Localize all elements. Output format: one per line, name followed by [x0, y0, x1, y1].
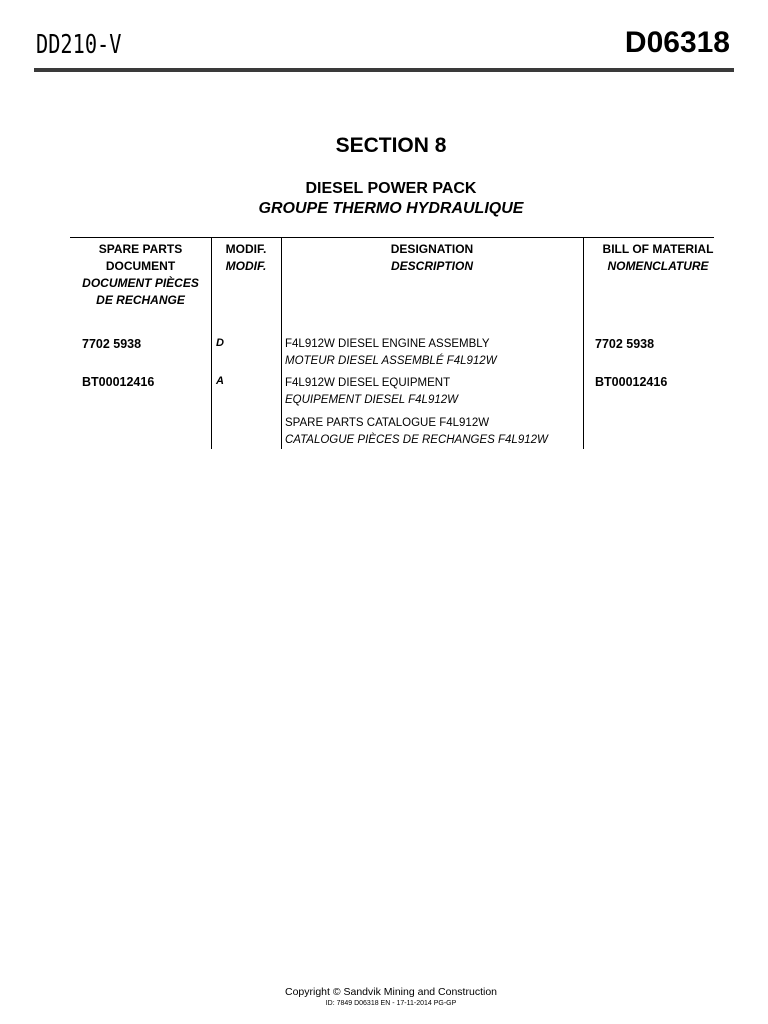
row-2-document: BT00012416 [82, 375, 155, 389]
row-1-modif: D [216, 337, 224, 349]
header-spare-parts: SPARE PARTS DOCUMENT DOCUMENT PIÈCES DE RECHANGE [82, 242, 199, 307]
section-title: SECTION 8 [335, 134, 447, 157]
header-rule [34, 68, 734, 72]
row-2-modif: A [216, 375, 224, 387]
row-2-bill-of-material: BT00012416 [595, 375, 668, 389]
row-1-document: 7702 5938 [82, 337, 142, 351]
row-2-designation: F4L912W DIESEL EQUIPMENT EQUIPEMENT DIESEL F4L912W SPARE PARTS CATALOGUE F4L912W CATALOGUE PIÈCES DE RECHANGES F4L912W [285, 377, 548, 446]
document-number: D06318 [624, 26, 730, 59]
model-code: DD210-V [36, 30, 122, 60]
row-1-designation: F4L912W DIESEL ENGINE ASSEMBLY MOTEUR DIESEL ASSEMBLÉ F4L912W [285, 338, 497, 367]
document-id-line: ID: 7849 D06318 EN - 17-11-2014 PG-GP [325, 1000, 457, 1007]
header-designation: DESIGNATION DESCRIPTION [390, 242, 474, 273]
subtitle-french: GROUPE THERMO HYDRAULIQUE [258, 200, 524, 217]
header-modif: MODIF. MODIF. [225, 242, 267, 273]
copyright-notice: Copyright © Sandvik Mining and Construction [284, 986, 497, 998]
row-1-bill-of-material: 7702 5938 [595, 337, 655, 351]
header-bill-of-material: BILL OF MATERIAL NOMENCLATURE [602, 242, 714, 273]
table-top-rule [70, 237, 714, 238]
subtitle-english: DIESEL POWER PACK [305, 180, 477, 197]
